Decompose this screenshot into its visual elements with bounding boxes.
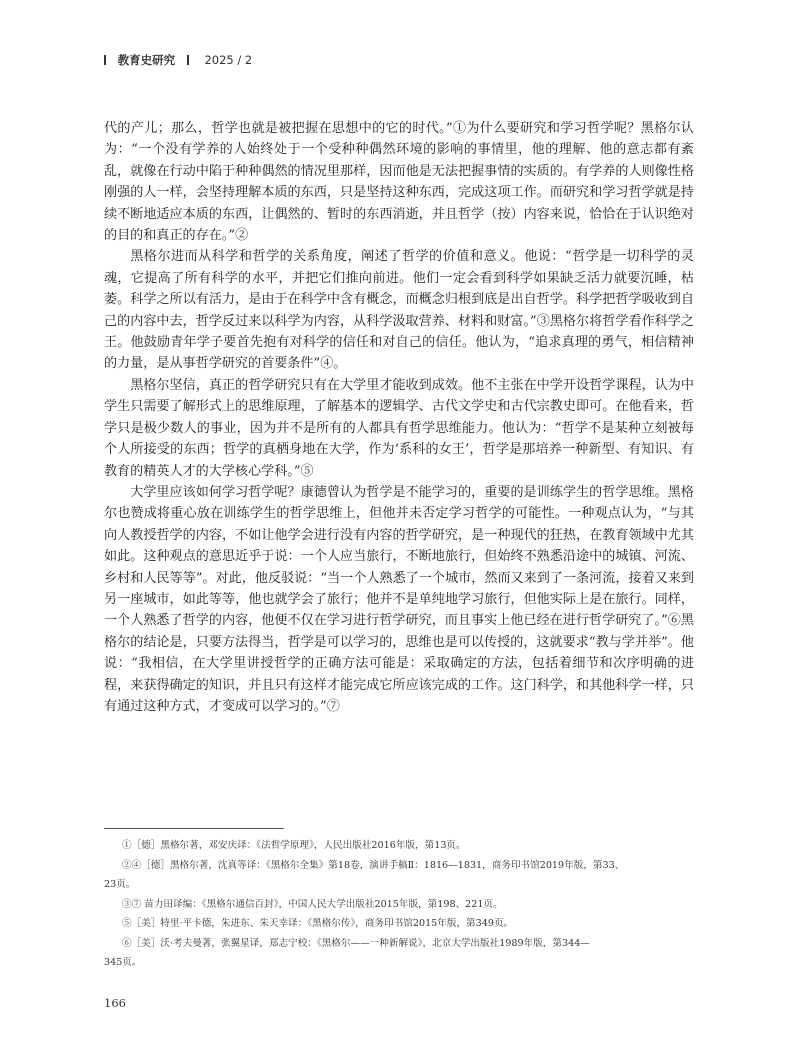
footnotes — [104, 836, 694, 973]
page-number: 166 — [104, 996, 126, 1010]
header-bar-left — [104, 55, 106, 65]
footnote: ①［德］黑格尔著，邓安庆译：《法哲学原理》，人民出版社2016年版，第13页。 — [122, 840, 466, 851]
issue-label: 2025 / 2 — [204, 53, 253, 67]
journal-title: 教育史研究 — [117, 53, 176, 67]
footnote: ⑤［美］特里·平卡德，朱进东、朱天幸译：《黑格尔传》，商务印书馆2015年版，第349页。 — [122, 918, 514, 929]
footnote: ⑥［美］沃·考夫曼著，张翼星译，郑志宁校：《黑格尔——一种新解说》，北京大学出版社1989年版，第344— — [122, 937, 590, 949]
paragraph: 黑格尔坚信，真正的哲学研究只有在大学里才能收到成效。他不主张在中学开设哲学课程，认为中学生只需要了解形式上的思维原理，了解基本的逻辑学、古代文学史和古代宗教史即可。在他看来，哲学只是极少数人的事业，因为并不是所有的人都具有哲学思维能力。他认为：“哲学不是某种立刻被每个人所接受的东西；哲学的真栖身地在大学，作为‘系科的女王’，哲学是那培养一种新型、有知识、有教育的精英人才的大学核心学科。”⑤ — [104, 377, 694, 479]
footnote-continuation: 23页。 — [104, 879, 136, 890]
paragraph: 黑格尔进而从科学和哲学的关系角度，阐述了哲学的价值和意义。他说：“哲学是一切科学的灵魂，它提高了所有科学的水平，并把它们推向前进。他们一定会看到科学如果缺乏活力就要沉睡，枯萎。科学之所以有活力，是由于在科学中含有概念，而概念归根到底是出自哲学。科学把哲学吸收到自己的内容中去，哲学反过来以科学为内容，从科学汲取营养、材料和财富。”③黑格尔将哲学看作科学之王。他鼓励青年学子要首先抱有对科学的信任和对自己的信任。他认为，“追求真理的勇气，相信精神的力量，是从事哲学研究的首要条件”④。 — [104, 249, 694, 372]
article-body — [104, 118, 694, 717]
footnote-separator — [104, 828, 284, 829]
paragraph: 大学里应该如何学习哲学呢？康德曾认为哲学是不能学习的，重要的是训练学生的哲学思维。黑格尔也赞成将重心放在训练学生的哲学思维上，但他并未否定学习哲学的可能性。一种观点认为，“与其向人教授哲学的内容，不如让他学会进行没有内容的哲学研究，是一种现代的狂热，在教育领域中尤其如此。这种观点的意思近乎于说：一个人应当旅行，不断地旅行，但始终不熟悉沿途中的城镇、河流、乡村和人民等等”。对此，他反驳说：“当一个人熟悉了一个城市，然而又来到了一条河流，接着又来到另一座城市，如此等等，他也就学会了旅行；他并不是单纯地学习旅行，但他实际上是在旅行。同样，一个人熟悉了哲学的内容，他便不仅在学习进行哲学研究，而且事实上他已经在进行哲学研究了。”⑥黑格尔的结论是，只要方法得当，哲学是可以学习的，思维也是可以传授的，这就要求“教与学并举”。他说：“我相信，在大学里讲授哲学的正确方法可能是：采取确定的方法，包括着细节和次序明确的进程，来获得确定的知识，并且只有这样才能完成它所应该完成的工作。这门科学，和其他科学一样，只有通过这种方式，才变成可以学习的。”⑦ — [104, 484, 694, 714]
footnote: ②④［德］黑格尔著，沈真等译：《黑格尔全集》第18卷，演讲手稿Ⅱ：1816—1831，商务印书馆2019年版，第33、 — [122, 859, 625, 871]
running-header — [104, 52, 252, 68]
footnote: ③⑦ 苗力田译编：《黑格尔通信百封》，中国人民大学出版社2015年版，第198、221页。 — [122, 898, 503, 910]
footnote-continuation: 345页。 — [104, 957, 142, 968]
header-bar-right — [187, 55, 189, 65]
paragraph-continued: 代的产儿；那么，哲学也就是被把握在思想中的它的时代。”①为什么要研究和学习哲学呢？黑格尔认为：“一个没有学养的人始终处于一个受种种偶然环境的影响的事情里，他的理解、他的意志都有紊乱，就像在行动中陷于种种偶然的情况里那样，因而他是无法把握事情的实质的。有学养的人则像性格刚强的人一样，会坚持理解本质的东西，只是坚持这种东西，完成这项工作。而研究和学习哲学就是持续不断地适应本质的东西，让偶然的、暂时的东西消逝，并且哲学（按）内容来说，恰恰在于认识绝对的目的和真正的存在。”② — [104, 121, 694, 244]
